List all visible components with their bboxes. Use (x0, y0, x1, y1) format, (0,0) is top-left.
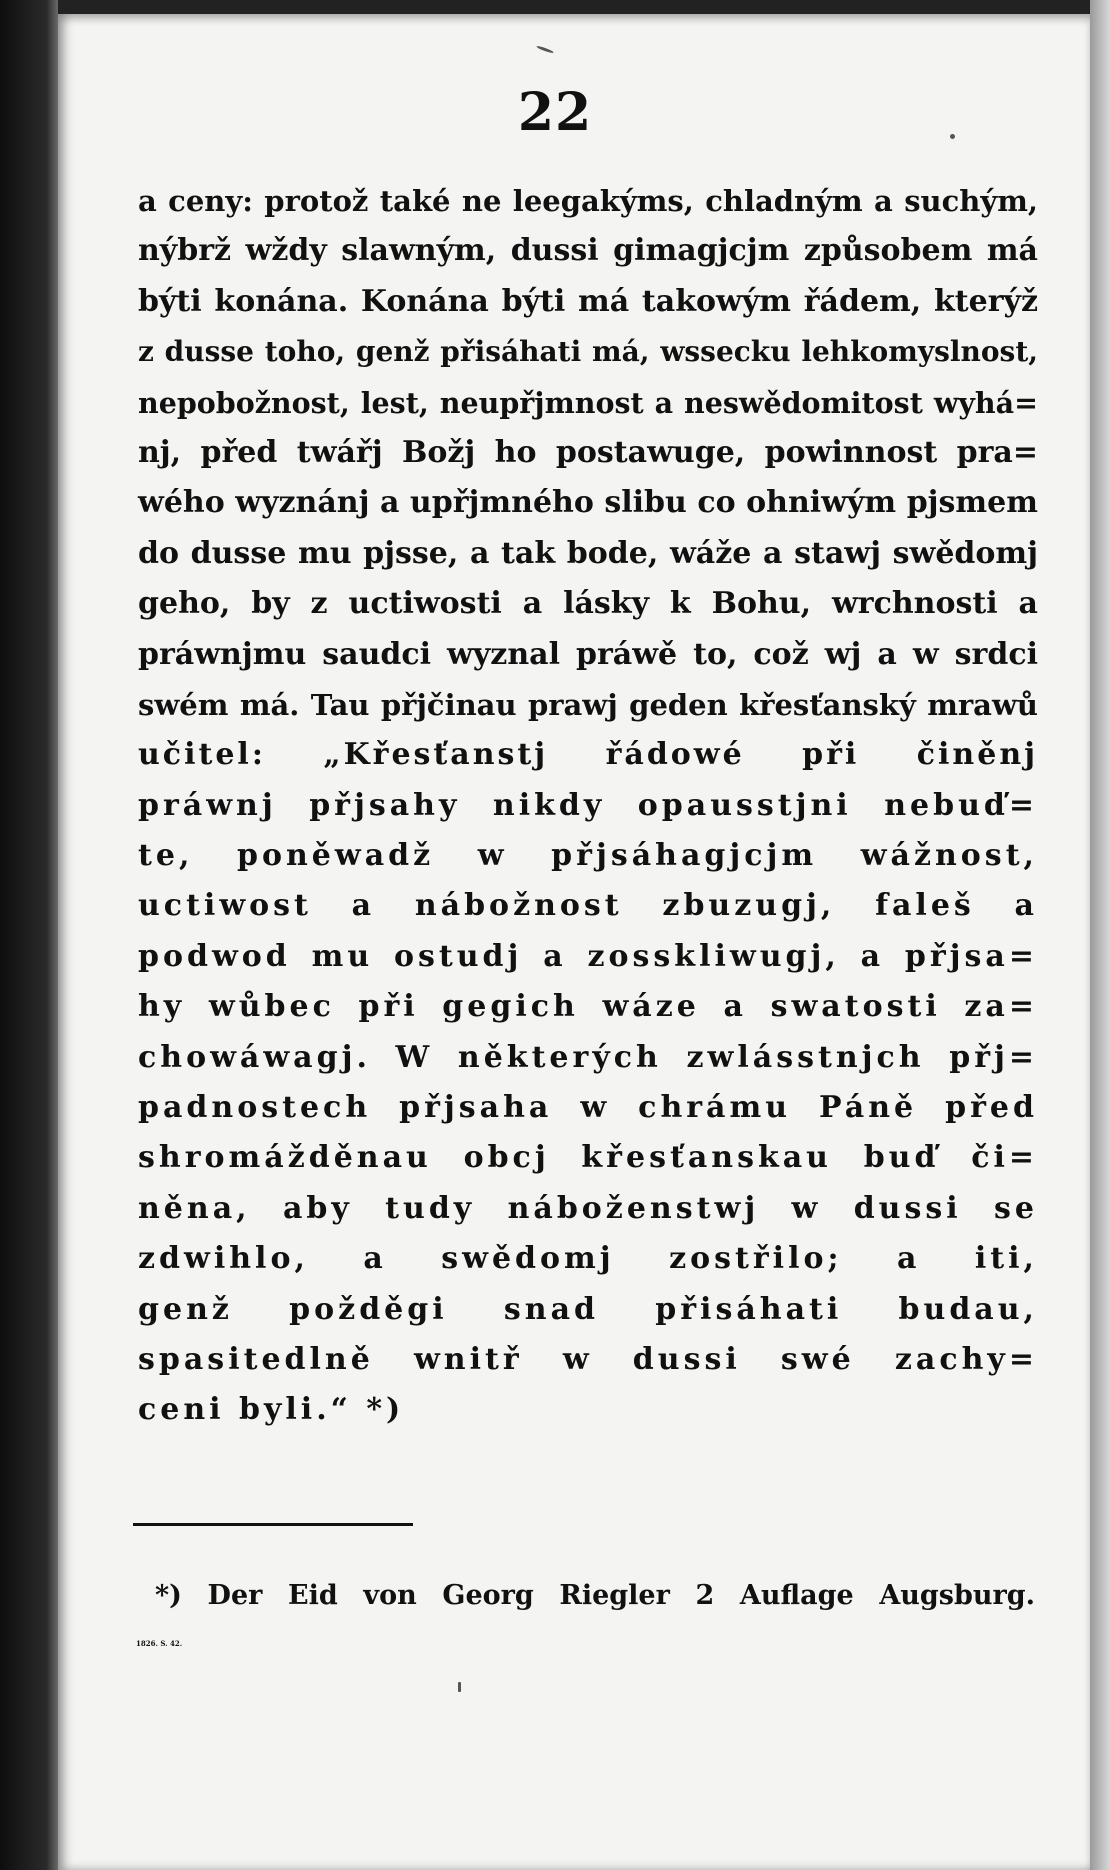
page-number: 22 (517, 82, 593, 143)
text-line-quote: učitel: „Křesťanstj řádowé při činěnj (138, 737, 1038, 773)
text-line-quote: zdwihlo, a swědomj zostřilo; a iti, (138, 1241, 1038, 1277)
text-line: swém má. Tau přjčinau prawj geden křesťanský mrawů (138, 687, 1038, 722)
text-line: nj, před twářj Božj ho postawuge, powinnost pra= (138, 434, 1038, 470)
footnote-line: 1826. S. 42. (136, 1639, 183, 1648)
scan-speck (458, 1682, 461, 1692)
footnote-rule (133, 1523, 413, 1526)
text-line: nepobožnost, lest, neupřjmnost a neswědomitost wyhá= (138, 385, 1038, 420)
text-line-quote: shromážděnau obcj křesťanskau buď či= (138, 1140, 1038, 1176)
text-line-quote: chowáwagj. W některých zwlásstnjch přj= (138, 1039, 1038, 1075)
text-line-quote: práwnj přjsahy nikdy opausstjni nebuď= (138, 787, 1038, 823)
scan-border-left (0, 0, 58, 1870)
body-text (138, 176, 1038, 1436)
footnote (136, 1572, 1035, 1668)
scan-speck (536, 45, 554, 54)
text-line: nýbrž wždy slawným, dussi gimagjcjm způsobem má (138, 233, 1038, 269)
text-line-quote: něna, aby tudy náboženstwj w dussi se (138, 1190, 1038, 1226)
text-line-quote: te, poněwadž w přjsáhagjcjm wážnost, (138, 838, 1038, 874)
scan-border-top (0, 0, 1110, 14)
text-line-quote: genž požděgi snad přisáhati budau, (138, 1291, 1038, 1327)
text-line-quote: hy wůbec při gegich wáze a swatosti za= (138, 989, 1038, 1025)
text-line: býti konána. Konána býti má takowým řádem, kterýž (138, 283, 1038, 319)
text-line: a ceny: protož také ne leegakýms, chladným a suchým, (138, 184, 1038, 218)
scan-border-right (1090, 0, 1110, 1870)
text-line: práwnjmu saudci wyznal práwě to, což wj a w srdci (138, 636, 1038, 672)
text-line: z dusse toho, genž přisáhati má, wssecku lehkomyslnost, (138, 335, 1038, 369)
text-line-quote: ceni byli.“ *) (138, 1392, 405, 1428)
text-line-quote: spasitedlně wnitř w dussi swé zachy= (138, 1341, 1038, 1377)
text-line: wého wyznánj a upřjmného slibu co ohniwým pjsmem (138, 485, 1038, 521)
text-line-quote: uctiwost a nábožnost zbuzugj, faleš a (138, 888, 1038, 924)
text-line: geho, by z uctiwosti a lásky k Bohu, wrchnosti a (138, 586, 1038, 622)
text-line: do dusse mu pjsse, a tak bode, wáže a stawj swědomj (138, 535, 1038, 571)
footnote-line: *) Der Eid von Georg Riegler 2 Auflage Augsburg. (155, 1580, 1035, 1611)
text-line-quote: podwod mu ostudj a zosskliwugj, a přjsa= (138, 938, 1038, 974)
text-line-quote: padnostech přjsaha w chrámu Páně před (138, 1090, 1038, 1126)
